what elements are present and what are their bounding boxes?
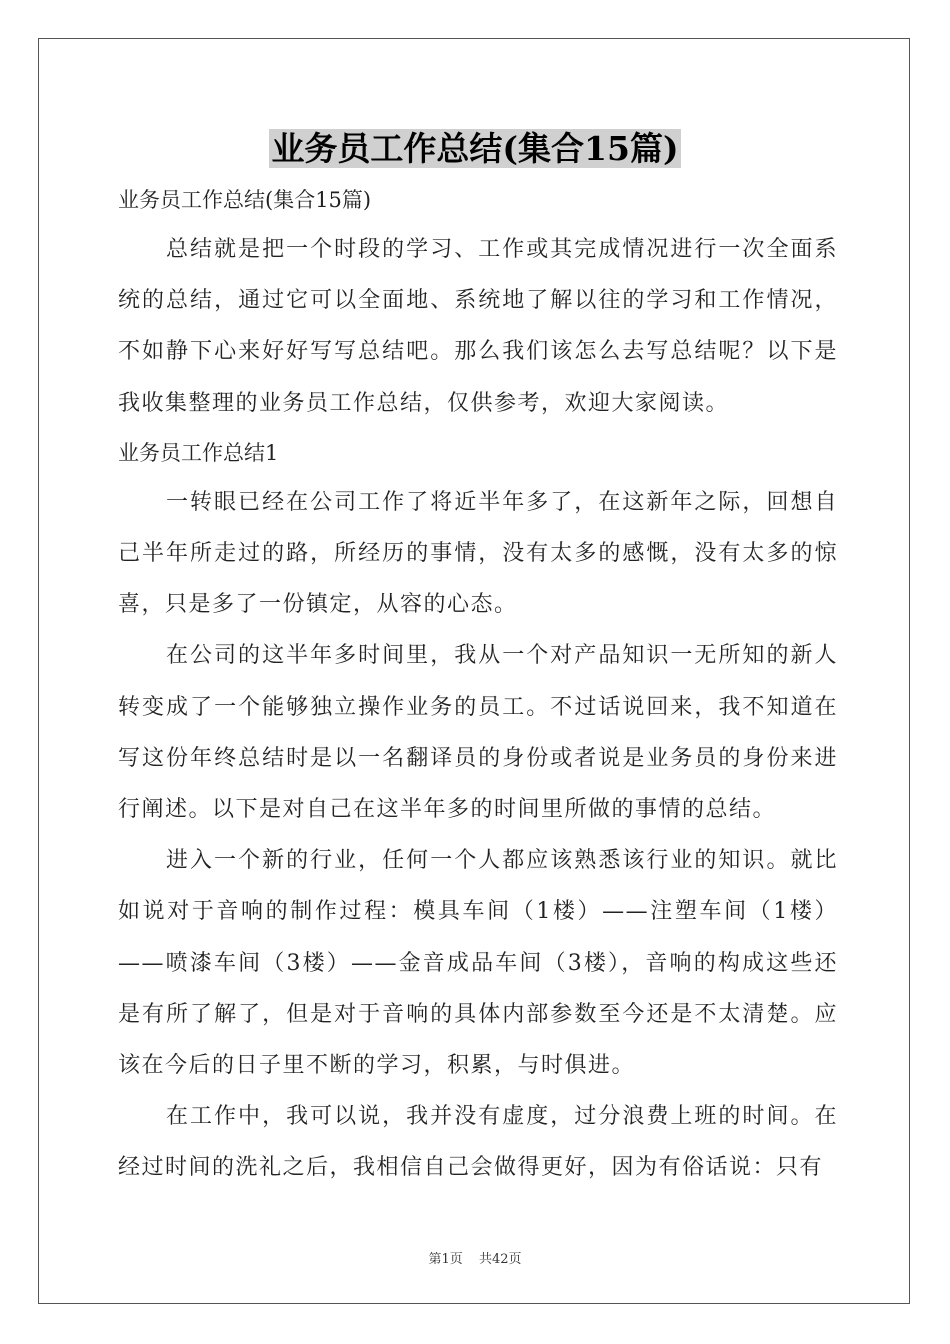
- body-paragraph: 在工作中，我可以说，我并没有虚度，过分浪费上班的时间。在经过时间的洗礼之后，我相信自己会做得更好，因为有俗话说：只有: [118, 1104, 838, 1181]
- section-heading: 业务员工作总结1: [118, 440, 279, 465]
- page-footer: [0, 1248, 950, 1267]
- body-paragraph: 在公司的这半年多时间里，我从一个对产品知识一无所知的新人转变成了一个能够独立操作业务的员工。不过话说回来，我不知道在写这份年终总结时是以一名翻译员的身份或者说是业务员的身份来进行阐述。以下是对自己在这半年多的时间里所做的事情的总结。: [118, 643, 838, 823]
- document-title: [0, 124, 950, 174]
- intro-paragraph: 总结就是把一个时段的学习、工作或其完成情况进行一次全面系统的总结，通过它可以全面地、系统地了解以往的学习和工作情况，不如静下心来好好写写总结吧。那么我们该怎么去写总结呢？以下是我收集整理的业务员工作总结，仅供参考，欢迎大家阅读。: [118, 237, 838, 416]
- body-paragraph: 进入一个新的行业，任何一个人都应该熟悉该行业的知识。就比如说对于音响的制作过程：模具车间（1楼）——注塑车间（1楼）——喷漆车间（3楼）——金音成品车间（3楼），音响的构成这些还是有所了解了，但是对于音响的具体内部参数至今还是不太清楚。应该在今后的日子里不断的学习，积累，与时俱进。: [118, 848, 838, 1079]
- page-number: 第1页: [428, 1252, 463, 1267]
- document-title-text: 业务员工作总结(集合15篇): [271, 129, 679, 168]
- document-body: [118, 176, 838, 1194]
- page-count: 共42页: [478, 1252, 522, 1267]
- body-paragraph: 一转眼已经在公司工作了将近半年多了，在这新年之际，回想自己半年所走过的路，所经历的事情，没有太多的感慨，没有太多的惊喜，只是多了一份镇定，从容的心态。: [118, 489, 838, 618]
- document-subtitle: 业务员工作总结(集合15篇): [118, 188, 372, 212]
